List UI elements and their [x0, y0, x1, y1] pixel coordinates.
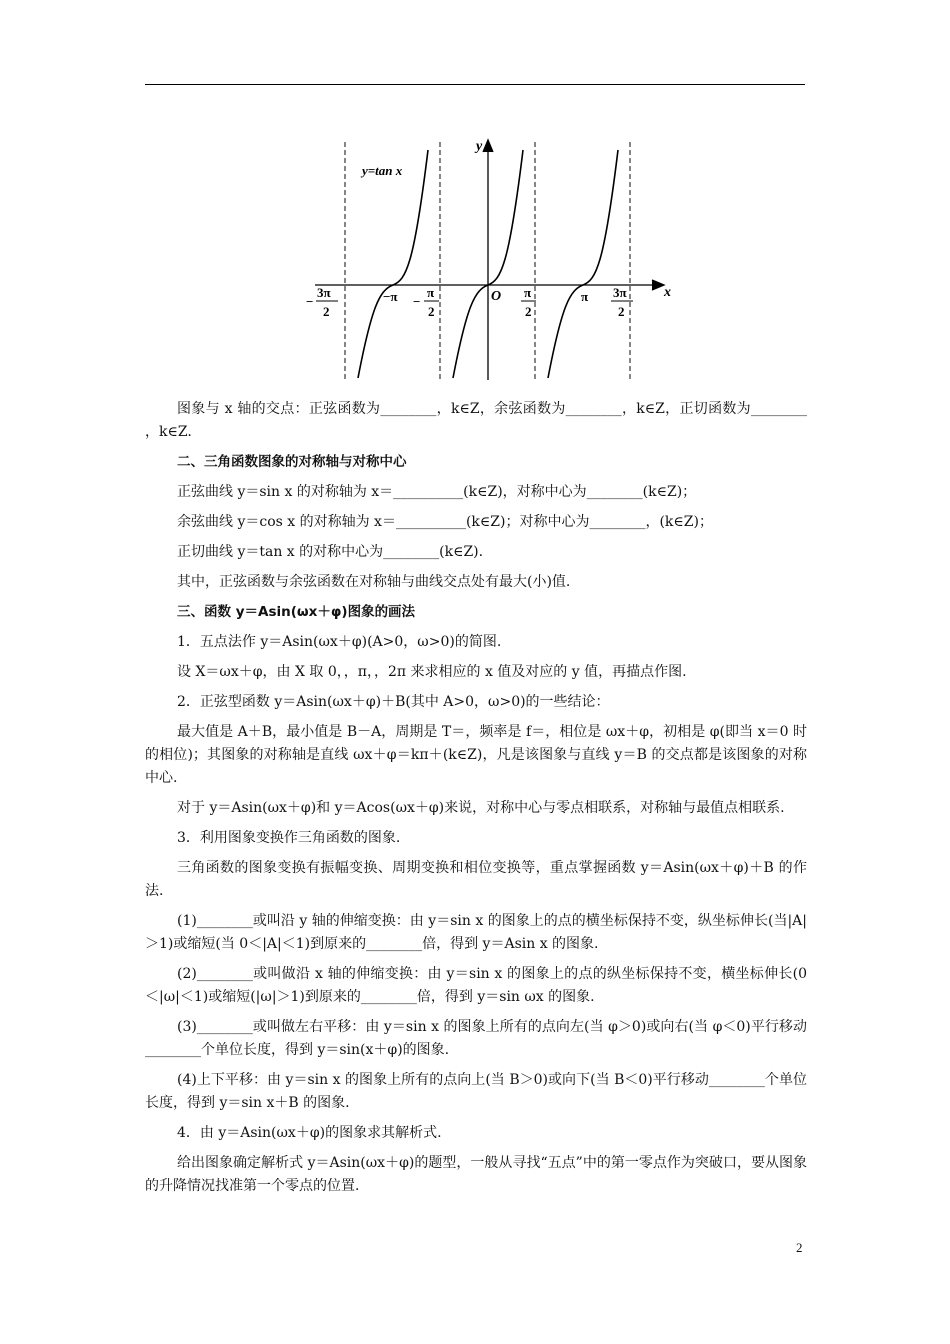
tick-3pi-2-den: 2 — [618, 304, 625, 319]
page-number: 2 — [796, 1240, 803, 1255]
tick-pi: π — [581, 289, 589, 304]
tick-neg-pi-2-den: 2 — [428, 304, 435, 319]
para-transform-4: (4)上下平移：由 y＝sin x 的图象上所有的点向上(当 B＞0)或向下(当 B＜0)平行移动________个单位长度，得到 y＝sin x＋B 的图象. — [145, 1072, 807, 1111]
para-max-min: 最大值是 A＋B，最小值是 B－A，周期是 T＝，频率是 f＝，相位是 ωx＋φ，初相是 φ(即当 x＝0 时的相位)；其图象的对称轴是直线 ωx＋φ＝kπ＋(k∈Z)，凡是该图象与直线 y＝B 的交点都是该图象的对称中心. — [145, 724, 807, 786]
para-transform-2: (2)________或叫做沿 x 轴的伸缩变换：由 y＝sin x 的图象上的点的纵坐标保持不变，横坐标伸长(0＜|ω|＜1)或缩短(|ω|＞1)到原来的________倍，得到 y＝sin ωx 的图象. — [145, 966, 807, 1005]
para-sin-cos-relation: 对于 y＝Asin(ωx＋φ)和 y＝Acos(ωx＋φ)来说，对称中心与零点相联系，对称轴与最值点相联系. — [177, 800, 785, 816]
curve-label: y=tan x — [362, 163, 403, 178]
tick-pi-2-den: 2 — [525, 304, 532, 319]
tick-neg-3pi-2-num: 3π — [317, 285, 331, 300]
tan-branch-right — [548, 150, 618, 378]
para-intersections: 图象与 x 轴的交点：正弦函数为________，k∈Z，余弦函数为________，k∈Z，正切函数为________ ，k∈Z. — [145, 401, 807, 440]
tick-neg-pi-2-num: π — [427, 285, 435, 300]
y-axis-label: y — [476, 139, 483, 154]
para-five-point: 1．五点法作 y＝Asin(ωx＋φ)(A>0，ω>0)的简图. — [177, 634, 502, 650]
tan-branch-left — [358, 150, 428, 378]
body-text — [145, 398, 807, 1205]
para-cos-symmetry: 余弦曲线 y＝cos x 的对称轴为 x＝__________(k∈Z)；对称中心为________，(k∈Z)； — [177, 514, 713, 530]
tan-graph — [300, 130, 680, 385]
tick-neg-3pi-2-den: 2 — [323, 304, 330, 319]
para-sinusoid-conclusions: 2．正弦型函数 y＝Asin(ωx＋φ)＋B(其中 A>0，ω>0)的一些结论： — [177, 694, 610, 710]
heading-symmetry: 二、三角函数图象的对称轴与对称中心 — [177, 454, 407, 470]
para-transform-3: (3)________或叫做左右平移：由 y＝sin x 的图象上所有的点向左(当 φ＞0)或向右(当 φ＜0)平行移动________个单位长度，得到 y＝sin(x＋φ)的图象. — [145, 1019, 807, 1058]
tick-neg-pi-2-sign: − — [413, 294, 421, 309]
tick-neg-pi: −π — [383, 289, 398, 304]
para-extremum-note: 其中，正弦函数与余弦函数在对称轴与曲线交点处有最大(小)值. — [177, 574, 571, 590]
header-rule — [145, 84, 805, 85]
tick-neg-3pi-2-sign: − — [306, 294, 314, 309]
para-first-zero: 给出图象确定解析式 y＝Asin(ωx＋φ)的题型，一般从寻找“五点”中的第一零点作为突破口，要从图象的升降情况找准第一个零点的位置. — [145, 1155, 807, 1194]
heading-drawing: 三、函数 y＝Asin(ωx＋φ)图象的画法 — [177, 604, 416, 620]
x-arrow — [652, 280, 664, 290]
para-sin-symmetry: 正弦曲线 y＝sin x 的对称轴为 x＝__________(k∈Z)，对称中心为________(k∈Z)； — [177, 484, 697, 500]
x-axis-label: x — [664, 285, 671, 300]
para-transform-1: (1)________或叫沿 y 轴的伸缩变换：由 y＝sin x 的图象上的点的横坐标保持不变，纵坐标伸长(当|A|＞1)或缩短(当 0＜|A|＜1)到原来的________倍，得到 y＝Asin x 的图象. — [145, 913, 807, 952]
para-tan-center: 正切曲线 y＝tan x 的对称中心为________(k∈Z). — [177, 544, 484, 560]
origin-label: O — [491, 289, 502, 304]
para-find-expression: 4．由 y＝Asin(ωx＋φ)的图象求其解析式. — [177, 1125, 442, 1141]
para-set-x: 设 X＝ωx＋φ，由 X 取 0，，π，，2π 来求相应的 x 值及对应的 y 值，再描点作图. — [177, 664, 687, 680]
tick-pi-2-num: π — [524, 285, 532, 300]
tick-3pi-2-num: 3π — [613, 285, 627, 300]
para-transform-title: 3．利用图象变换作三角函数的图象. — [177, 830, 401, 846]
para-transform-intro: 三角函数的图象变换有振幅变换、周期变换和相位变换等，重点掌握函数 y＝Asin(ωx＋φ)＋B 的作法. — [145, 860, 807, 899]
y-arrow — [483, 140, 493, 152]
